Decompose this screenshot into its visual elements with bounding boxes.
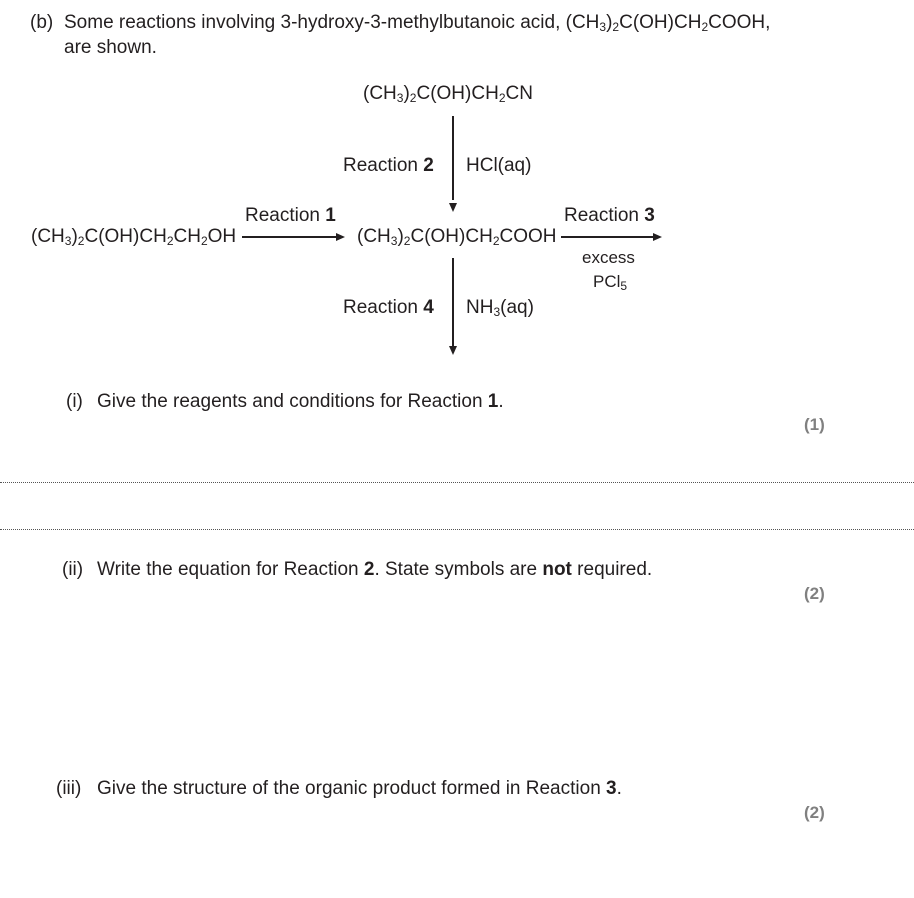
part-i-question: Give the reagents and conditions for Reaction 1. <box>97 391 504 412</box>
reaction1-arrowhead <box>336 233 345 241</box>
answer-line-2[interactable] <box>0 529 914 530</box>
part-iii-question: Give the structure of the organic product formed in Reaction 3. <box>97 778 622 799</box>
question-label: (b) <box>30 12 54 33</box>
reaction3-reagent-line2: PCl$_5$ <box>593 272 628 293</box>
reaction1-label: Reaction 1 <box>245 205 336 226</box>
reaction1-arrow <box>242 236 338 238</box>
part-iii-label: (iii) <box>56 778 82 799</box>
reaction4-arrowhead <box>449 346 457 355</box>
reaction4-arrow <box>452 258 454 346</box>
reaction2-arrowhead <box>449 203 457 212</box>
reaction4-reagent: $NH_3(aq)$ <box>466 297 534 319</box>
part-ii-marks: (2) <box>804 584 825 603</box>
part-i-marks: (1) <box>804 415 825 434</box>
question-intro-line2: are shown. <box>64 37 157 58</box>
part-ii-question: Write the equation for Reaction 2. State symbols are not required. <box>97 559 653 580</box>
center-compound: $(CH_3)_2C(OH)CH_2COOH$ <box>357 226 557 248</box>
reaction3-arrowhead <box>653 233 662 241</box>
question-intro-line1: Some reactions involving 3-hydroxy-3-methylbutanoic acid, $(CH_3)_2C(OH)CH_2COOH$, <box>64 12 771 34</box>
reaction3-reagent-line1: excess <box>582 248 635 267</box>
left-compound: $(CH_3)_2C(OH)CH_2CH_2OH$ <box>31 226 237 248</box>
part-i-label: (i) <box>66 391 83 412</box>
reaction3-label: Reaction 3 <box>564 205 655 226</box>
reaction4-label: Reaction 4 <box>343 297 434 318</box>
reaction2-label: Reaction 2 <box>343 155 434 176</box>
part-iii-marks: (2) <box>804 803 825 822</box>
reaction2-arrow <box>452 116 454 200</box>
top-compound: $(CH_3)_2C(OH)CH_2CN$ <box>363 83 533 105</box>
part-ii-label: (ii) <box>62 559 84 580</box>
reaction2-reagent: HCl(aq) <box>466 155 532 176</box>
answer-line-1[interactable] <box>0 482 914 483</box>
reaction3-arrow <box>561 236 655 238</box>
